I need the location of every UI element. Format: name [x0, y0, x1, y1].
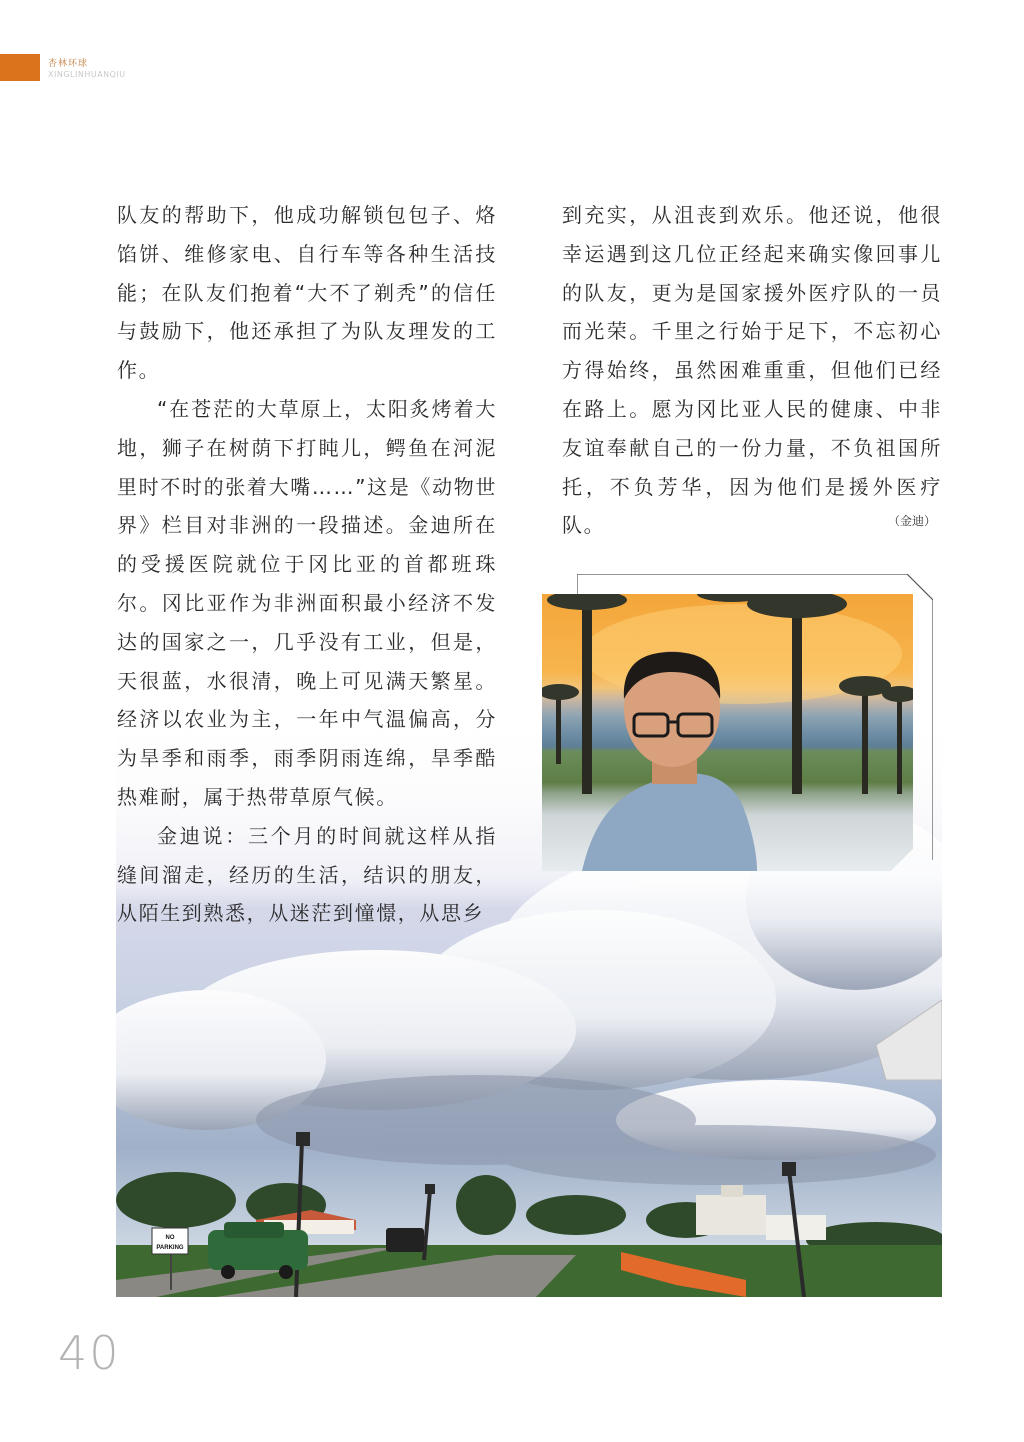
- article-left-column: [117, 196, 497, 933]
- section-title-en: XINGLINHUANQIU: [48, 70, 126, 79]
- section-color-tab: [0, 54, 40, 81]
- author-credit: （金迪）: [888, 514, 937, 528]
- paragraph-2: “在苍茫的大草原上，太阳炙烤着大地，狮子在树荫下打盹儿，鳄鱼在河泥里时不时的张着大嘴……”这是《动物世界》栏目对非洲的一段描述。金迪所在的受援医院就位于冈比亚的首都班珠尔。冈比亚作为非洲面积最小经济不发达的国家之一，几乎没有工业，但是，天很蓝，水很清，晚上可见满天繁星。经济以农业为主，一年中气温偏高，分为旱季和雨季，雨季阴雨连绵，旱季酷热难耐，属于热带草原气候。: [117, 396, 497, 809]
- page-number: 40: [58, 1326, 121, 1380]
- section-title-cn: 杏林环球: [48, 59, 89, 69]
- article-right-column: [562, 196, 942, 545]
- paragraph-1: 队友的帮助下，他成功解锁包包子、烙馅饼、维修家电、自行车等各种生活技能；在队友们抱着“大不了剃秃”的信任与鼓励下，他还承担了为队友理发的工作。: [117, 203, 497, 383]
- paragraph-3: 金迪说：三个月的时间就这样从指缝间溜走，经历的生活，结识的朋友，从陌生到熟悉，从迷茫到憧憬，从思乡: [117, 823, 497, 926]
- portrait-photo: [542, 594, 913, 871]
- paragraph-4: 到充实，从沮丧到欢乐。他还说，他很幸运遇到这几位正经起来确实像回事儿的队友，更为是国家援外医疗队的一员而光荣。千里之行始于足下，不忘初心方得始终，虽然困难重重，但他们已经在路上。愿为冈比亚人民的健康、中非友谊奉献自己的一份力量，不负祖国所托，不负芳华，因为他们是援外医疗队。: [562, 203, 942, 538]
